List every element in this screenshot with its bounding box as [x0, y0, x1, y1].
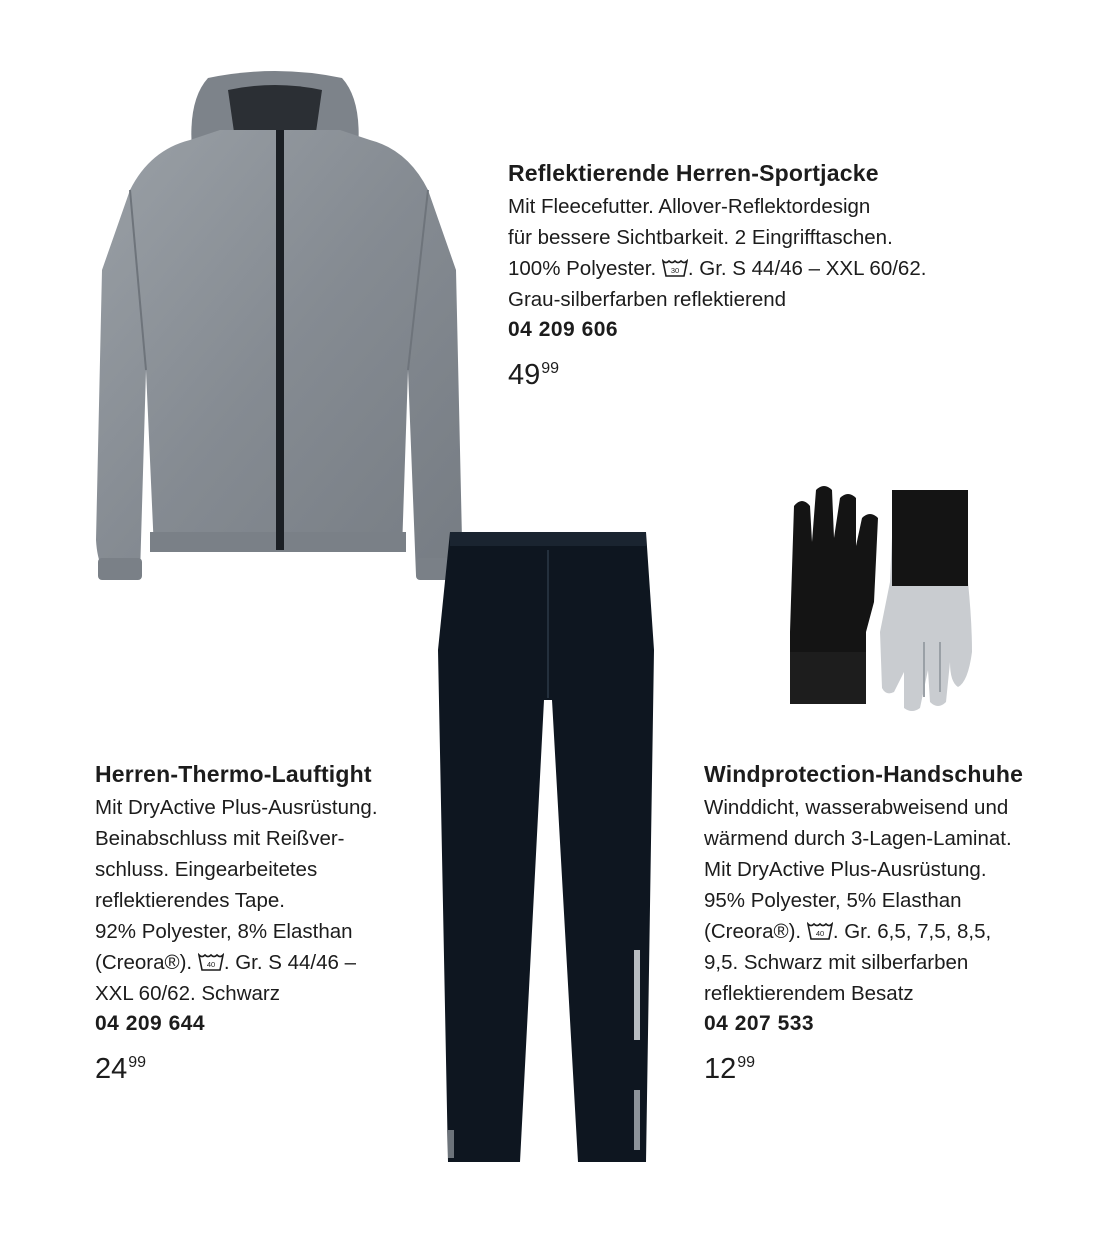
- product-description-line: schluss. Eingearbeitetes: [95, 858, 318, 881]
- article-number: 04 209 606: [508, 318, 619, 341]
- product-description-line: XXL 60/62. Schwarz: [95, 982, 280, 1005]
- washing-tub-icon: [807, 921, 833, 941]
- product-description-line: Mit DryActive Plus-Ausrüstung.: [704, 858, 987, 881]
- tight-image: [428, 530, 668, 1170]
- price-euros: 24: [95, 1053, 128, 1085]
- wash-temperature: 40: [206, 960, 215, 969]
- product-jacket: [508, 159, 926, 395]
- price-cents: 99: [541, 360, 560, 377]
- price-euros: 12: [704, 1053, 737, 1085]
- material-text: 100% Polyester.: [508, 257, 657, 280]
- product-description-line: reflektierendem Besatz: [704, 982, 914, 1005]
- product-description-line: reflektierendes Tape.: [95, 889, 285, 912]
- washing-tub-icon: [662, 258, 688, 278]
- product-description-line: Beinabschluss mit Reißver-: [95, 827, 345, 850]
- article-number: 04 209 644: [95, 1012, 206, 1035]
- price-cents: 99: [128, 1054, 147, 1071]
- washing-tub-icon: [198, 952, 224, 972]
- product-description-line: Winddicht, wasserabweisend und: [704, 796, 1009, 819]
- price-euros: 49: [508, 359, 541, 391]
- gloves-image: [782, 482, 992, 722]
- product-description-line: 9,5. Schwarz mit silberfarben: [704, 951, 969, 974]
- product-care-line: [704, 916, 1023, 947]
- product-title: Reflektierende Herren-Sportjacke: [508, 160, 879, 186]
- product-care-line: [508, 253, 926, 284]
- product-description-line: 95% Polyester, 5% Elasthan: [704, 889, 962, 912]
- wash-temperature: 30: [670, 266, 680, 275]
- price: [508, 349, 926, 395]
- size-text: . Gr. S 44/46 – XXL 60/62.: [687, 257, 927, 280]
- product-description-line: Grau-silberfarben reflektierend: [508, 288, 787, 311]
- wash-temperature: 40: [815, 929, 824, 938]
- product-description-line: für bessere Sichtbarkeit. 2 Eingrifftaschen.: [508, 226, 893, 249]
- product-description-line: 92% Polyester, 8% Elasthan: [95, 920, 353, 943]
- product-description-line: wärmend durch 3-Lagen-Laminat.: [704, 827, 1012, 850]
- material-text: (Creora®).: [704, 920, 802, 943]
- product-description-line: Mit Fleecefutter. Allover-Reflektordesign: [508, 195, 871, 218]
- product-title: Windprotection-Handschuhe: [704, 761, 1024, 787]
- price: [704, 1043, 1023, 1089]
- price-cents: 99: [737, 1054, 756, 1071]
- product-tight: [95, 760, 378, 1089]
- product-description-line: Mit DryActive Plus-Ausrüstung.: [95, 796, 378, 819]
- material-text: (Creora®).: [95, 951, 193, 974]
- price: [95, 1043, 378, 1089]
- size-text: . Gr. 6,5, 7,5, 8,5,: [832, 920, 992, 943]
- jacket-image: [90, 70, 470, 600]
- product-gloves: [704, 760, 1023, 1089]
- article-number: 04 207 533: [704, 1012, 815, 1035]
- product-care-line: [95, 947, 378, 978]
- product-title: Herren-Thermo-Lauftight: [95, 761, 372, 787]
- size-text: . Gr. S 44/46 –: [223, 951, 357, 974]
